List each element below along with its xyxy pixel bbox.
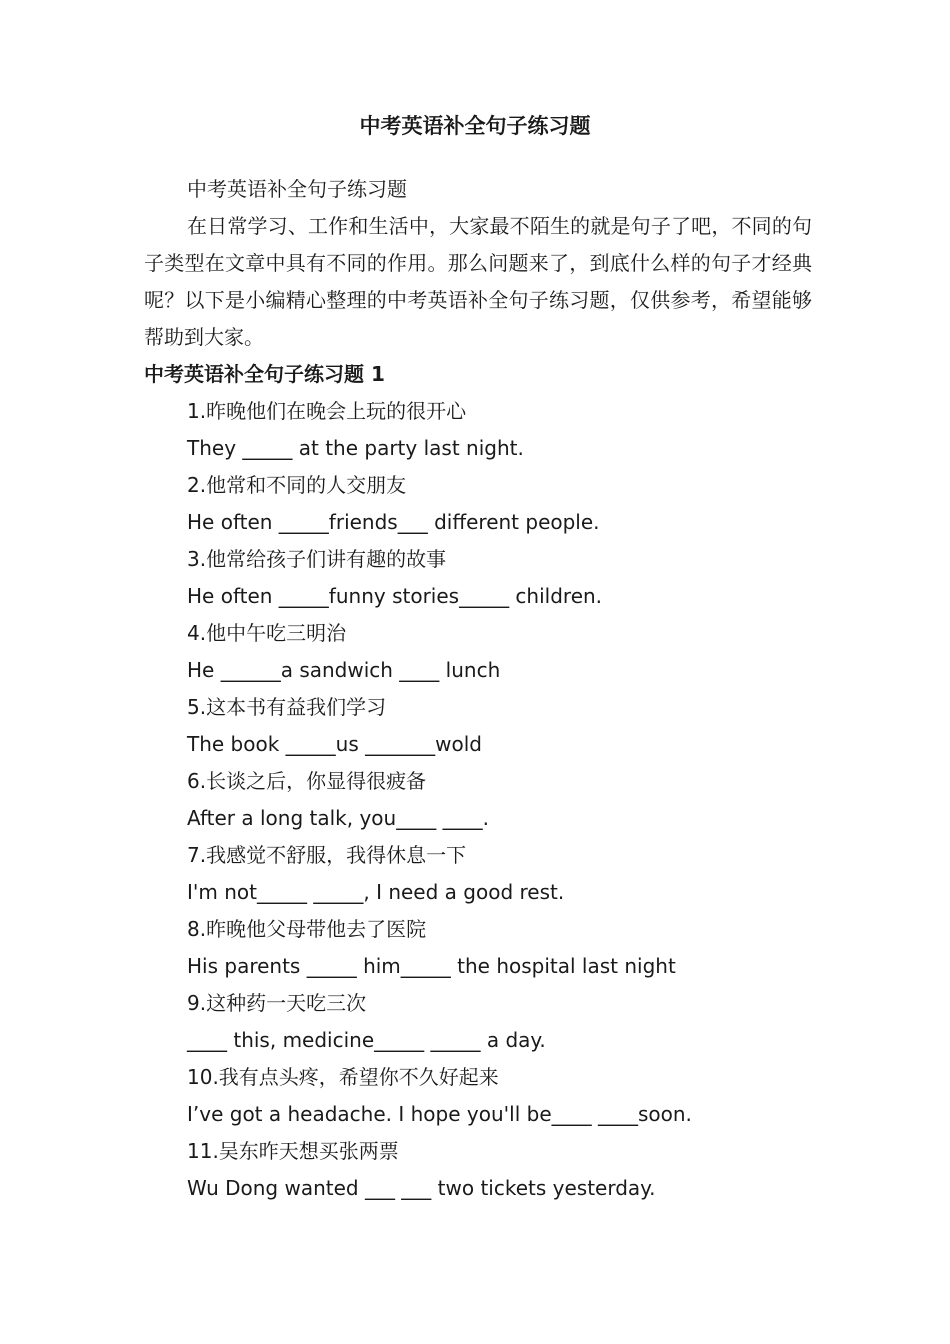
exercise-4-chinese: 4.他中午吃三明治 [187, 621, 347, 645]
exercise-2-chinese: 2.他常和不同的人交朋友 [187, 473, 407, 497]
exercise-6-chinese: 6.长谈之后，你显得很疲备 [187, 769, 427, 793]
exercise-2-english: He often _____friends___ different people. [187, 510, 600, 534]
exercise-3-chinese: 3.他常给孩子们讲有趣的故事 [187, 547, 447, 571]
exercise-5-chinese: 5.这本书有益我们学习 [187, 695, 387, 719]
exercise-8-chinese: 8.昨晚他父母带他去了医院 [187, 917, 427, 941]
exercise-4-english: He ______a sandwich ____ lunch [187, 658, 501, 682]
exercise-7-english: I'm not_____ _____, I need a good rest. [187, 880, 565, 904]
exercise-7-chinese: 7.我感觉不舒服，我得休息一下 [187, 843, 467, 867]
document-title: 中考英语补全句子练习题 [359, 114, 591, 138]
exercise-11-chinese: 11.吴东昨天想买张两票 [187, 1139, 399, 1163]
exercise-1-english: They _____ at the party last night. [187, 436, 524, 460]
exercise-3-english: He often _____funny stories_____ children. [187, 584, 603, 608]
document-body [144, 171, 812, 1207]
exercise-8-english: His parents _____ him_____ the hospital last night [187, 954, 676, 978]
section-heading: 中考英语补全句子练习题 1 [144, 362, 385, 386]
exercise-1-chinese: 1.昨晚他们在晚会上玩的很开心 [187, 399, 467, 423]
document-subtitle: 中考英语补全句子练习题 [187, 177, 407, 201]
exercise-10-english: I’ve got a headache. I hope you'll be____ ____soon. [187, 1102, 692, 1126]
intro-paragraph: 在日常学习、工作和生活中，大家最不陌生的就是句子了吧，不同的句子类型在文章中具有不同的作用。那么问题来了，到底什么样的句子才经典呢？以下是小编精心整理的中考英语补全句子练习题，仅供参考，希望能够帮助到大家。 [144, 214, 812, 349]
exercise-11-english: Wu Dong wanted ___ ___ two tickets yesterday. [187, 1176, 656, 1200]
exercise-10-chinese: 10.我有点头疼，希望你不久好起来 [187, 1065, 499, 1089]
exercise-9-english: ____ this, medicine_____ _____ a day. [187, 1028, 546, 1052]
exercise-9-chinese: 9.这种药一天吃三次 [187, 991, 367, 1015]
exercise-5-english: The book _____us _______wold [187, 732, 482, 756]
exercise-6-english: After a long talk, you____ ____. [187, 806, 489, 830]
